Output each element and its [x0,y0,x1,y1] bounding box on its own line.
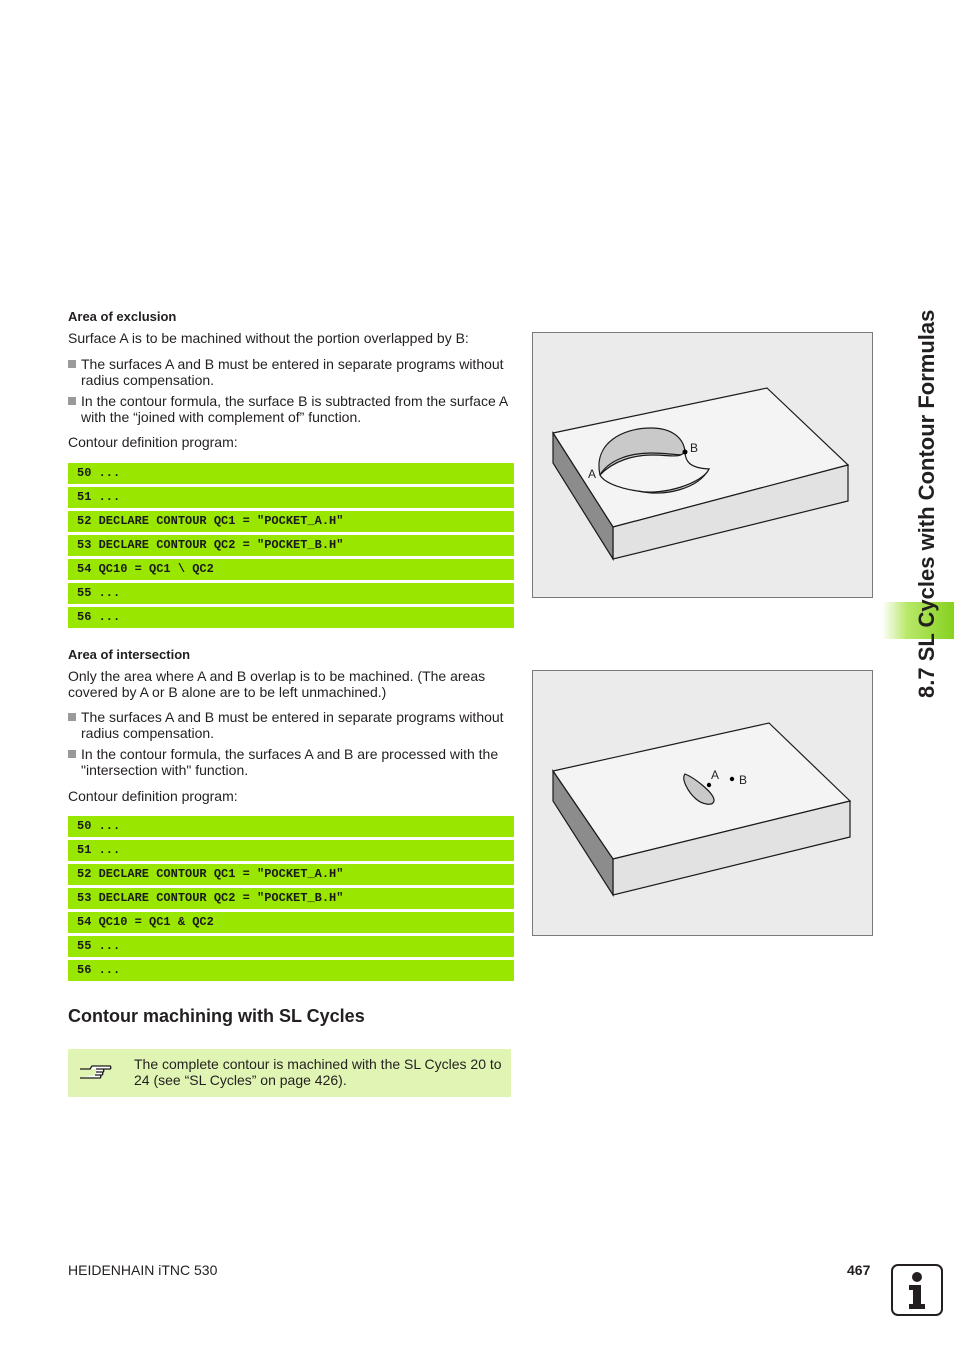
bullet-square-icon [68,713,76,721]
machining-heading: Contour machining with SL Cycles [68,1006,365,1026]
intersection-bullet: In the contour formula, the surfaces A and B are processed with the "intersection with" function. [68,746,521,778]
chapter-title: 8.7 SL Cycles with Contour Formulas [914,309,939,698]
exclusion-figure [532,332,873,598]
code-line: 50 ... [68,816,514,837]
note-box [68,1049,511,1097]
exclusion-intro: Surface A is to be machined without the portion overlapped by B: [68,330,469,346]
figure-label-a: A [711,768,720,782]
code-line: 56 ... [68,960,514,981]
bullet-square-icon [68,397,76,405]
code-line: 55 ... [68,936,514,957]
exclusion-heading: Area of exclusion [68,309,177,324]
code-line: 54 QC10 = QC1 & QC2 [68,912,514,933]
pointing-hand-icon [78,1061,112,1085]
code-line: 51 ... [68,840,514,861]
figure-label-b: B [739,773,748,787]
intersection-heading: Area of intersection [68,647,191,662]
intersection-figure [532,670,873,936]
code-line: 55 ... [68,583,514,604]
note-text: The complete contour is machined with the SL Cycles 20 to 24 (see “SL Cycles” on page 426). [134,1056,502,1088]
intersection-program-label: Contour definition program: [68,788,238,804]
code-line: 51 ... [68,487,514,508]
intersection-block-diagram [533,671,872,935]
page-number: 467 [847,1262,871,1278]
footer-left: HEIDENHAIN iTNC 530 [68,1262,218,1278]
info-icon [891,1264,943,1316]
code-line: 54 QC10 = QC1 \ QC2 [68,559,514,580]
code-line: 50 ... [68,463,514,484]
exclusion-bullet: In the contour formula, the surface B is subtracted from the surface A with the “joined with complement of” function. [68,393,521,425]
exclusion-block-diagram [533,333,872,597]
bullet-square-icon [68,750,76,758]
code-line: 52 DECLARE CONTOUR QC1 = "POCKET_A.H" [68,864,514,885]
info-glyph [893,1266,941,1314]
exclusion-bullet: The surfaces A and B must be entered in separate programs without radius compensation. [68,356,521,388]
intersection-intro: Only the area where A and B overlap is to be machined. (The areas covered by A or B alone are to be left unmachined.) [68,668,486,700]
bullet-square-icon [68,360,76,368]
code-line: 53 DECLARE CONTOUR QC2 = "POCKET_B.H" [68,535,514,556]
code-line: 52 DECLARE CONTOUR QC1 = "POCKET_A.H" [68,511,514,532]
exclusion-program-label: Contour definition program: [68,434,238,450]
code-line: 53 DECLARE CONTOUR QC2 = "POCKET_B.H" [68,888,514,909]
figure-label-a: A [588,467,597,481]
intersection-bullet: The surfaces A and B must be entered in separate programs without radius compensation. [68,709,521,741]
code-line: 56 ... [68,607,514,628]
figure-label-b: B [690,441,699,455]
